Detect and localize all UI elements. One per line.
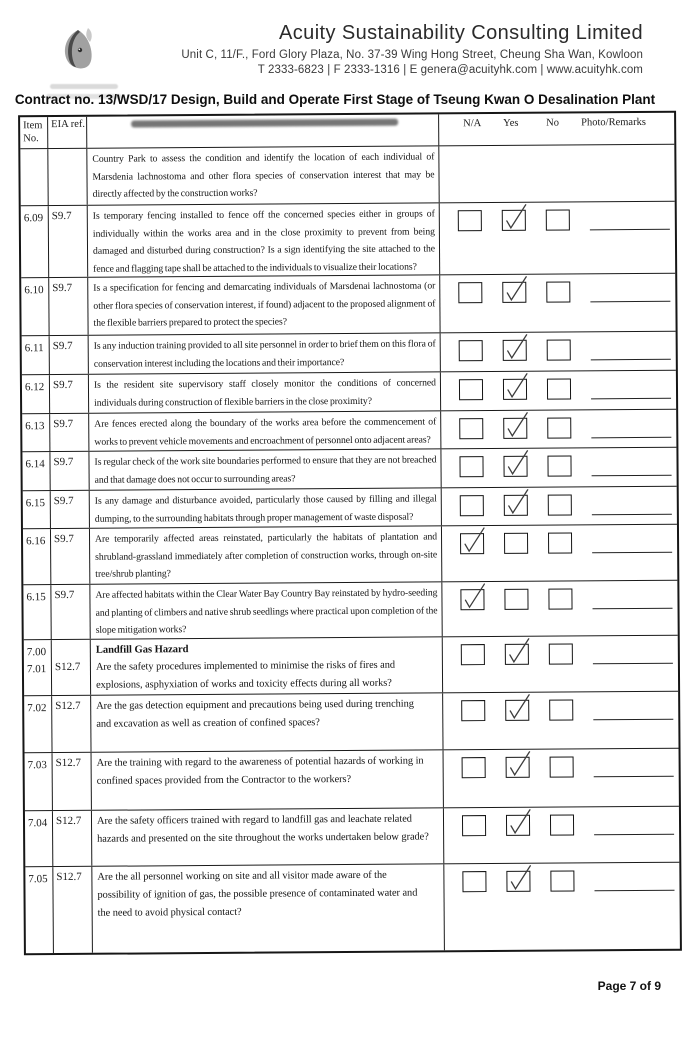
answer-cell	[441, 410, 676, 449]
table-row	[25, 807, 679, 868]
remarks-line[interactable]	[592, 552, 672, 554]
item-no-cell: 7.02	[24, 696, 52, 752]
na-checkbox[interactable]	[462, 757, 486, 778]
answer-cell	[440, 274, 675, 333]
remarks-line[interactable]	[590, 301, 670, 303]
no-checkbox[interactable]	[547, 417, 571, 438]
yes-checkbox-checked[interactable]	[503, 340, 527, 361]
yes-checkbox-checked[interactable]	[506, 757, 530, 778]
col-header-description	[87, 114, 439, 147]
question-text: Is a specification for fencing and demarcating individuals of Marsdenai lachnostoma (or other flora species of conservation interest, if found) adjacent to the proposed alignment of the flexible barriers prepared to protect the species?	[93, 280, 436, 329]
acuity-leaf-logo-icon	[58, 26, 104, 76]
question-text: Are the training with regard to the awareness of potential hazards of working in confined spaces provided from the Contractor to the workers?	[96, 755, 424, 787]
yes-checkbox-checked[interactable]	[506, 871, 530, 892]
col-header-item-no: Item No.	[20, 117, 48, 148]
checklist-table	[18, 111, 682, 956]
item-no-cell: 6.12	[22, 375, 50, 413]
question-text: Is regular check of the work site boundaries performed to ensure that they are not breached and that damage does not occur to surrounding areas?	[94, 454, 437, 486]
question-cell	[90, 526, 442, 583]
na-checkbox[interactable]	[459, 418, 483, 439]
answer-cell	[442, 581, 677, 637]
eia-ref-cell: S12.7	[52, 640, 91, 695]
contract-title: Contract no. 13/WSD/17 Design, Build and Operate First Stage of Tseung Kwan O Desalination Plant	[14, 92, 656, 107]
item-no-cell: 6.11	[22, 336, 50, 374]
page-number: Page 7 of 9	[597, 979, 661, 993]
yes-checkbox[interactable]	[504, 589, 528, 610]
na-checkbox[interactable]	[461, 700, 485, 721]
question-cell	[91, 693, 443, 751]
table-row	[21, 202, 675, 279]
table-border	[18, 111, 682, 956]
table-row	[25, 749, 679, 812]
question-cell	[89, 333, 441, 373]
question-text: Is any induction training provided to all site personnel in order to brief them on this flora of conservation interest including the locations and their importance?	[93, 338, 436, 370]
item-no-cell: 7.05	[25, 867, 54, 953]
table-row	[22, 410, 676, 453]
remarks-line[interactable]	[594, 834, 674, 836]
eia-ref-cell: S12.7	[53, 811, 92, 866]
eia-ref-cell: S9.7	[50, 375, 89, 413]
item-no-cell: 6.15	[23, 585, 51, 639]
yes-checkbox-checked[interactable]	[502, 210, 526, 231]
answer-cell	[440, 202, 675, 275]
question-cell	[91, 637, 443, 694]
question-cell	[88, 275, 440, 334]
na-checkbox[interactable]	[461, 644, 485, 665]
no-checkbox[interactable]	[550, 870, 574, 891]
answer-cell	[444, 749, 679, 808]
answer-cell	[441, 448, 676, 488]
eia-ref-cell: S9.7	[49, 206, 88, 277]
item-no-cell: 7.03	[25, 753, 53, 810]
faint-caption-line	[50, 84, 118, 89]
answer-cell	[444, 863, 680, 951]
answer-cell	[441, 332, 676, 372]
answer-cell	[443, 692, 678, 750]
question-cell	[92, 864, 445, 952]
answer-cell	[439, 145, 674, 203]
answer-cell	[442, 525, 677, 582]
no-checkbox[interactable]	[548, 588, 572, 609]
yes-checkbox-checked[interactable]	[506, 815, 530, 836]
question-text: Are the all personnel working on site and all visitor made aware of the possibility of ignition of gas, the possible presence of contaminated water and the need to avoid physical contact?	[97, 869, 418, 919]
na-checkbox[interactable]	[462, 815, 486, 836]
no-checkbox[interactable]	[547, 455, 571, 476]
remarks-line[interactable]	[591, 359, 671, 361]
col-header-no: No	[546, 117, 560, 129]
table-row	[22, 448, 676, 492]
question-cell	[90, 488, 442, 527]
question-cell	[89, 411, 441, 450]
table-row	[24, 692, 678, 754]
question-cell	[90, 582, 442, 638]
remarks-line[interactable]	[595, 890, 675, 892]
table-body	[20, 145, 680, 954]
no-checkbox[interactable]	[548, 494, 572, 515]
question-text: Country Park to assess the condition and identify the location of each individual of Marsdenia lachnostoma and other flora species of conservation interest that may be directly affected by the construction works?	[92, 151, 435, 200]
item-no-cell: 7.00 7.01	[24, 640, 52, 695]
table-row	[20, 145, 674, 207]
remarks-line[interactable]	[593, 663, 673, 665]
letterhead	[140, 22, 643, 76]
no-checkbox[interactable]	[549, 643, 573, 664]
answer-cell	[444, 807, 679, 864]
table-row	[23, 487, 677, 530]
table-row	[25, 863, 680, 954]
yes-checkbox-checked[interactable]	[505, 700, 529, 721]
table-header-row	[20, 113, 674, 150]
yes-checkbox-checked[interactable]	[503, 456, 527, 477]
na-checkbox-checked[interactable]	[460, 533, 484, 554]
no-checkbox[interactable]	[550, 756, 574, 777]
na-checkbox[interactable]	[458, 282, 482, 303]
remarks-line[interactable]	[591, 437, 671, 439]
table-row	[23, 581, 677, 641]
na-checkbox[interactable]	[462, 871, 486, 892]
eia-ref-cell: S12.7	[53, 867, 93, 953]
question-text: Are the safety procedures implemented to minimise the risks of fires and explosions, asphyxiation of works and toxicity effects during all works?	[95, 659, 396, 691]
item-no-cell	[20, 149, 48, 205]
answer-cell	[441, 371, 676, 411]
question-text: Are fences erected along the boundary of the works area before the commencement of works to prevent vehicle movements and encroachment of personnel onto adjacent areas?	[94, 416, 437, 448]
eia-ref-cell: S9.7	[50, 452, 89, 490]
eia-ref-cell: S9.7	[49, 278, 88, 335]
col-header-eia-ref: EIA ref.	[48, 117, 87, 148]
remarks-line[interactable]	[593, 608, 673, 610]
item-no-cell: 6.16	[23, 529, 51, 584]
question-cell	[89, 449, 441, 489]
remarks-line[interactable]	[594, 776, 674, 778]
remarks-line[interactable]	[593, 719, 673, 721]
na-checkbox[interactable]	[460, 495, 484, 516]
eia-ref-cell: S9.7	[51, 529, 90, 584]
no-checkbox[interactable]	[547, 378, 571, 399]
col-header-na: N/A	[463, 118, 482, 130]
question-cell	[88, 203, 440, 276]
table-row	[24, 636, 678, 697]
col-header-yes: Yes	[503, 117, 519, 129]
item-no-cell: 6.10	[21, 278, 49, 335]
item-no-cell: 6.13	[22, 414, 50, 451]
yes-checkbox-checked[interactable]	[504, 495, 528, 516]
question-text: Are affected habitats within the Clear Water Bay Country Bay reinstated by hydro-seeding and planting of climbers and native shrub seedlings where practical upon completion of the slope mitigation works?	[95, 587, 438, 636]
item-no-cell: 6.14	[22, 452, 50, 490]
yes-checkbox-checked[interactable]	[503, 418, 527, 439]
question-cell	[87, 146, 439, 204]
na-checkbox[interactable]	[459, 379, 483, 400]
remarks-line[interactable]	[592, 475, 672, 477]
na-checkbox[interactable]	[459, 340, 483, 361]
company-name: Acuity Sustainability Consulting Limited	[279, 22, 643, 44]
item-no-cell: 6.15	[23, 491, 51, 528]
table-row	[21, 274, 675, 337]
remarks-line[interactable]	[592, 514, 672, 516]
question-text: Is the resident site supervisory staff closely monitor the conditions of concerned individuals during construction of flexible barriers in the close proximity?	[93, 377, 436, 409]
remarks-line[interactable]	[590, 229, 670, 231]
no-checkbox[interactable]	[549, 699, 573, 720]
remarks-line[interactable]	[591, 398, 671, 400]
question-cell	[89, 372, 441, 412]
eia-ref-cell: S9.7	[50, 414, 89, 451]
item-no-cell: 6.09	[21, 206, 49, 277]
item-no-cell: 7.04	[25, 811, 53, 866]
eia-ref-cell: S12.7	[52, 696, 91, 752]
table-row	[23, 525, 677, 586]
no-checkbox[interactable]	[546, 281, 570, 302]
yes-checkbox-checked[interactable]	[505, 644, 529, 665]
question-text: Are the gas detection equipment and precautions being used during trenching and excavation as well as creation of confined spaces?	[96, 698, 414, 730]
eia-ref-cell: S12.7	[53, 753, 92, 810]
answer-cell	[442, 487, 677, 526]
table-row	[22, 371, 676, 415]
na-checkbox[interactable]	[458, 210, 482, 231]
company-contact: T 2333-6823 | F 2333-1316 | E genera@acuityhk.com | www.acuityhk.com	[257, 64, 643, 76]
na-checkbox[interactable]	[459, 456, 483, 477]
eia-ref-cell	[48, 149, 87, 205]
eia-ref-cell: S9.7	[51, 491, 90, 528]
company-address: Unit C, 11/F., Ford Glory Plaza, No. 37-39 Wing Hong Street, Cheung Sha Wan, Kowloon	[181, 49, 643, 61]
table-row	[22, 332, 676, 376]
no-checkbox[interactable]	[546, 209, 570, 230]
yes-checkbox[interactable]	[504, 533, 528, 554]
question-text: Are temporarily affected areas reinstated, particularly the habitats of plantation and shrubland-grassland immediately after completion of construction works, through on-site tree/shrub planting?	[94, 531, 438, 580]
question-text: Is temporary fencing installed to fence off the concerned species either in groups of individually within the works area and in the close proximity to prevent from being damaged and disturbed during construction? Is a sign identifying the site attached to the fence and flagging tape shall be attached to the individuals to visualize their locations?	[92, 208, 436, 275]
no-checkbox[interactable]	[550, 814, 574, 835]
yes-checkbox-checked[interactable]	[503, 379, 527, 400]
scan-artifact	[131, 119, 398, 128]
question-text: Are the safety officers trained with regard to landfill gas and leachate related hazards and presented on the site throughout the works undertaken below grade?	[96, 813, 429, 845]
col-header-photo-remarks: Photo/Remarks	[581, 116, 646, 129]
answer-cell	[443, 636, 678, 693]
eia-ref-cell: S9.7	[51, 585, 90, 639]
na-checkbox-checked[interactable]	[460, 589, 484, 610]
question-cell	[92, 808, 444, 865]
section-heading: Landfill Gas Hazard	[95, 644, 189, 656]
question-text: Is any damage and disturbance avoided, particularly those caused by filling and illegal dumping, to the surrounding habitats through proper management of waste disposal?	[94, 493, 437, 525]
answer-column-headers	[439, 113, 674, 146]
eia-ref-cell: S9.7	[50, 336, 89, 374]
no-checkbox[interactable]	[547, 339, 571, 360]
no-checkbox[interactable]	[548, 532, 572, 553]
yes-checkbox-checked[interactable]	[502, 282, 526, 303]
question-cell	[92, 750, 444, 809]
